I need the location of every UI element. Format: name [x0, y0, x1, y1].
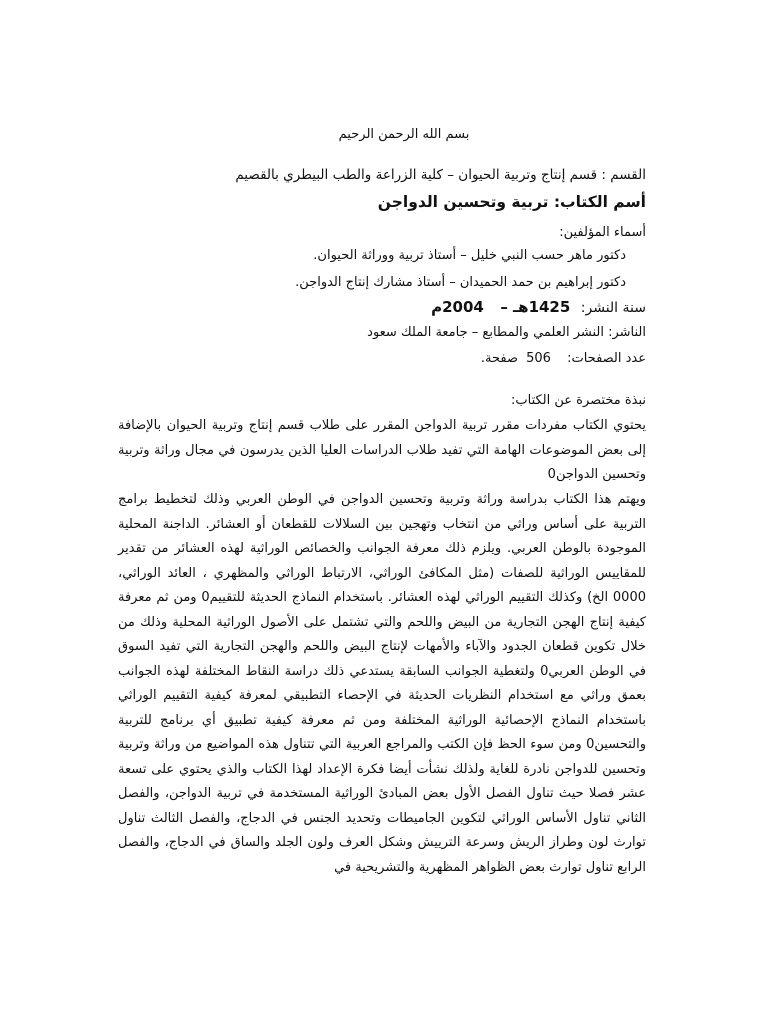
book-title: أسم الكتاب: تربية وتحسين الدواجن [377, 193, 646, 211]
pages-label: عدد الصفحات: [567, 351, 646, 366]
author-1: دكتور ماهر حسب النبي خليل – أستاذ تربية ووراثة الحيوان. [313, 248, 626, 263]
author-2: دكتور إبراهيم بن حمد الحميدان – أستاذ مشارك إنتاج الدواجن. [295, 275, 626, 290]
pub-year-hijri: 1425هـ – [500, 298, 571, 316]
pub-year-label: سنة النشر: [580, 300, 646, 316]
abstract-paragraph-1: يحتوي الكتاب مفردات مقرر تربية الدواجن المقرر على طلاب قسم إنتاج وتربية الحيوان بالإضافة إلى بعض الموضوعات الهامة التي تفيد طلاب الدراسات العليا الذين يدرسون في مجال وراثة وتربية وتحسين الدواجن0 [118, 418, 646, 482]
pages-number: 506 [526, 351, 551, 366]
abstract-heading: نبذة مختصرة عن الكتاب: [510, 393, 646, 408]
abstract-paragraph-2: ويهتم هذا الكتاب بدراسة وراثة وتربية وتحسين الدواجن في الوطن العربي وذلك لتخطيط برامج التربية على أساس وراثي من انتخاب وتهجين بين السلالات للقطعان أو العشائر. الداجنة المحلية الموجودة بالوطن العربي. ويلزم ذلك معرفة الجوانب والخصائص الوراثية لهذه العشائر من تقدير للمقاييس الوراثية للصفات (مثل المكافئ الوراثي، الارتباط الوراثي والمظهري ، العائد الوراثي، 0000 الخ) وكذلك التقييم الوراثي لهذه العشائر. باستخدام النماذج الحديثة للتقييم0 ومن ثم معرفة كيفية إنتاج الهجن التجارية من البيض واللحم والتي تشتمل على الأصول الوراثية المحلية وذلك من خلال تكوين قطعان الجدود والآباء والأمهات لإنتاج البيض واللحم والهجن التجارية التي تفيد السوق في الوطن العربي0 ولتغطية الجوانب السابقة يستدعي ذلك دراسة النقاط المختلفة لهذه الجوانب بعمق وراثي مع استخدام النظريات الحديثة في الإحصاء التطبيقي لمعرفة كيفية التقييم الوراثي باستخدام النماذج الإحصائية الوراثية المختلفة ومن ثم معرفة كيفية تطبيق أي برنامج للتربية والتحسين0 ومن سوء الحظ فإن الكتب والمراجع العربية التي تتناول هذه المواضيع من وراثة وتربية وتحسين للدواجن نادرة للغاية ولذلك نشأت أيضا فكرة الإعداد لهذا الكتاب والذي يحتوي على تسعة عشر فصلا حيث تناول الفصل الأول بعض المبادئ الوراثية المستخدمة في تربية الدواجن، والفصل الثاني تناول الأساس الوراثي لتكوين الجاميطات وتحديد الجنس في الدجاج، والفصل الثالث تناول توارث لون وطراز الريش وسرعة الترييش وشكل العرف ولون الجلد والساق في الدجاج، والفصل الرابع تناول توارث بعض الظواهر المظهرية والتشريحية في [118, 492, 646, 875]
publication-year [0, 298, 646, 317]
page-count [0, 350, 646, 368]
pages-unit: صفحة. [480, 351, 518, 366]
basmala: بسم الله الرحمن الرحيم [338, 127, 470, 142]
pub-year-gregorian: 2004م [431, 298, 484, 316]
department-line: القسم : قسم إنتاج وتربية الحيوان – كلية الزراعة والطب البيطري بالقصيم [235, 167, 646, 183]
publisher-line: الناشر: النشر العلمي والمطابع – جامعة الملك سعود [367, 325, 646, 340]
authors-label: أسماء المؤلفين: [559, 225, 646, 240]
